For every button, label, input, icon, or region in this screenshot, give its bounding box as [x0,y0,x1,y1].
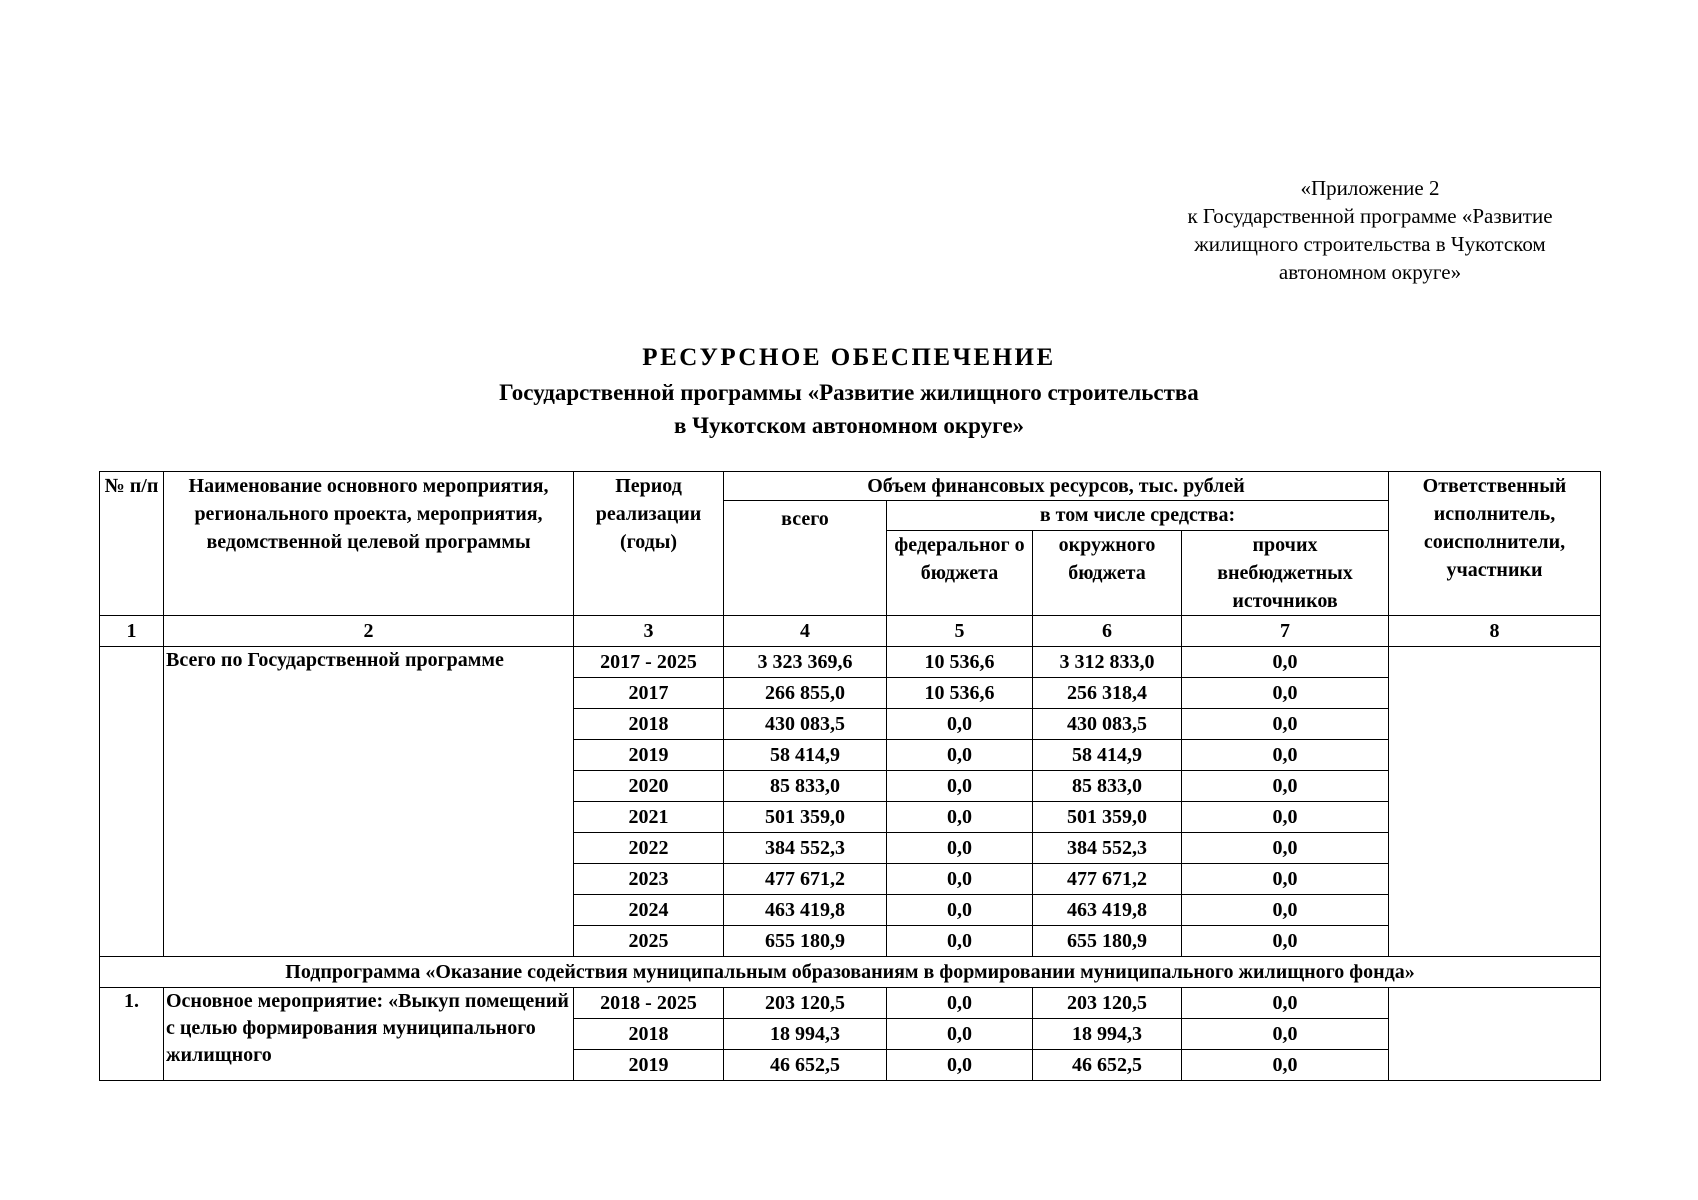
header-period: Период реализации (годы) [574,472,724,616]
total-cell: 46 652,5 [724,1050,887,1081]
period-cell: 2023 [574,864,724,895]
district-cell: 655 180,9 [1033,926,1182,957]
federal-cell: 0,0 [887,833,1033,864]
period-cell: 2024 [574,895,724,926]
appendix-line: автономном округе» [1278,260,1462,284]
total-cell: 430 083,5 [724,709,887,740]
resource-table [99,471,1601,1081]
header-federal [887,531,1033,616]
column-number: 7 [1182,616,1389,647]
title-line-3: в Чукотском автономном округе» [673,413,1025,438]
total-cell: 501 359,0 [724,802,887,833]
title-main: РЕСУРСНОЕ ОБЕСПЕЧЕНИЕ [642,344,1056,371]
district-cell: 463 419,8 [1033,895,1182,926]
period-cell: 2019 [574,740,724,771]
table-row [100,988,1601,1019]
column-number: 4 [724,616,887,647]
period-cell: 2018 - 2025 [574,988,724,1019]
other-cell: 0,0 [1182,988,1389,1019]
title-line-2: Государственной программы «Развитие жилищного строительства [499,380,1199,405]
total-cell: 655 180,9 [724,926,887,957]
appendix-line: «Приложение 2 [1300,176,1440,200]
total-cell: 85 833,0 [724,771,887,802]
appendix-line: к Государственной программе «Развитие [1187,204,1553,228]
other-cell: 0,0 [1182,833,1389,864]
period-cell: 2022 [574,833,724,864]
district-cell: 430 083,5 [1033,709,1182,740]
subprogram-title: Подпрограмма «Оказание содействия муниципальным образованиям в формировании муниципального жилищного фонда» [100,957,1601,988]
federal-cell: 0,0 [887,802,1033,833]
district-cell: 256 318,4 [1033,678,1182,709]
table-row [100,647,1601,678]
period-cell: 2019 [574,1050,724,1081]
total-num-cell [100,647,164,957]
other-cell: 0,0 [1182,895,1389,926]
header-row [100,472,1601,501]
header-responsible: Ответственный исполнитель, соисполнители, участники [1389,472,1601,616]
district-cell: 203 120,5 [1033,988,1182,1019]
other-cell: 0,0 [1182,1050,1389,1081]
federal-cell: 0,0 [887,709,1033,740]
federal-cell: 0,0 [887,864,1033,895]
district-cell: 501 359,0 [1033,802,1182,833]
period-cell: 2020 [574,771,724,802]
subprogram-row [100,957,1601,988]
total-cell: 3 323 369,6 [724,647,887,678]
other-cell: 0,0 [1182,864,1389,895]
period-cell: 2017 - 2025 [574,647,724,678]
header-federal-text: федеральног о бюджета [894,534,1025,584]
other-cell: 0,0 [1182,740,1389,771]
column-number: 6 [1033,616,1182,647]
appendix-note [1130,174,1610,286]
other-cell: 0,0 [1182,926,1389,957]
period-cell: 2018 [574,1019,724,1050]
other-cell: 0,0 [1182,802,1389,833]
federal-cell: 0,0 [887,895,1033,926]
column-number: 2 [164,616,574,647]
item-name: Основное мероприятие: «Выкуп помещений с целью формирования муниципального жилищного [164,988,574,1081]
district-cell: 3 312 833,0 [1033,647,1182,678]
total-cell: 266 855,0 [724,678,887,709]
federal-cell: 0,0 [887,740,1033,771]
period-cell: 2017 [574,678,724,709]
total-cell: 477 671,2 [724,864,887,895]
total-cell: 18 994,3 [724,1019,887,1050]
total-name: Всего по Государственной программе [164,647,574,957]
district-cell: 58 414,9 [1033,740,1182,771]
district-cell: 85 833,0 [1033,771,1182,802]
header-volume: Объем финансовых ресурсов, тыс. рублей [724,472,1389,501]
column-number: 1 [100,616,164,647]
total-cell: 58 414,9 [724,740,887,771]
other-cell: 0,0 [1182,647,1389,678]
other-cell: 0,0 [1182,1019,1389,1050]
period-cell: 2025 [574,926,724,957]
district-cell: 477 671,2 [1033,864,1182,895]
district-cell: 18 994,3 [1033,1019,1182,1050]
header-other: прочих внебюджетных источников [1182,531,1389,616]
document-title [0,340,1698,442]
federal-cell: 0,0 [887,1050,1033,1081]
period-cell: 2018 [574,709,724,740]
column-number: 8 [1389,616,1601,647]
header-total: всего [724,501,887,616]
period-cell: 2021 [574,802,724,833]
federal-cell: 10 536,6 [887,678,1033,709]
header-name: Наименование основного мероприятия, регионального проекта, мероприятия, ведомственной целевой программы [164,472,574,616]
responsible-cell [1389,988,1601,1081]
total-cell: 463 419,8 [724,895,887,926]
responsible-cell [1389,647,1601,957]
header-district: окружного бюджета [1033,531,1182,616]
header-including: в том числе средства: [887,501,1389,531]
other-cell: 0,0 [1182,709,1389,740]
federal-cell: 0,0 [887,1019,1033,1050]
column-number-row [100,616,1601,647]
district-cell: 384 552,3 [1033,833,1182,864]
item-number: 1. [100,988,164,1081]
other-cell: 0,0 [1182,678,1389,709]
federal-cell: 0,0 [887,988,1033,1019]
header-num: № п/п [100,472,164,616]
total-cell: 384 552,3 [724,833,887,864]
district-cell: 46 652,5 [1033,1050,1182,1081]
column-number: 3 [574,616,724,647]
federal-cell: 0,0 [887,926,1033,957]
other-cell: 0,0 [1182,771,1389,802]
federal-cell: 0,0 [887,771,1033,802]
appendix-line: жилищного строительства в Чукотском [1194,232,1546,256]
total-cell: 203 120,5 [724,988,887,1019]
federal-cell: 10 536,6 [887,647,1033,678]
column-number: 5 [887,616,1033,647]
